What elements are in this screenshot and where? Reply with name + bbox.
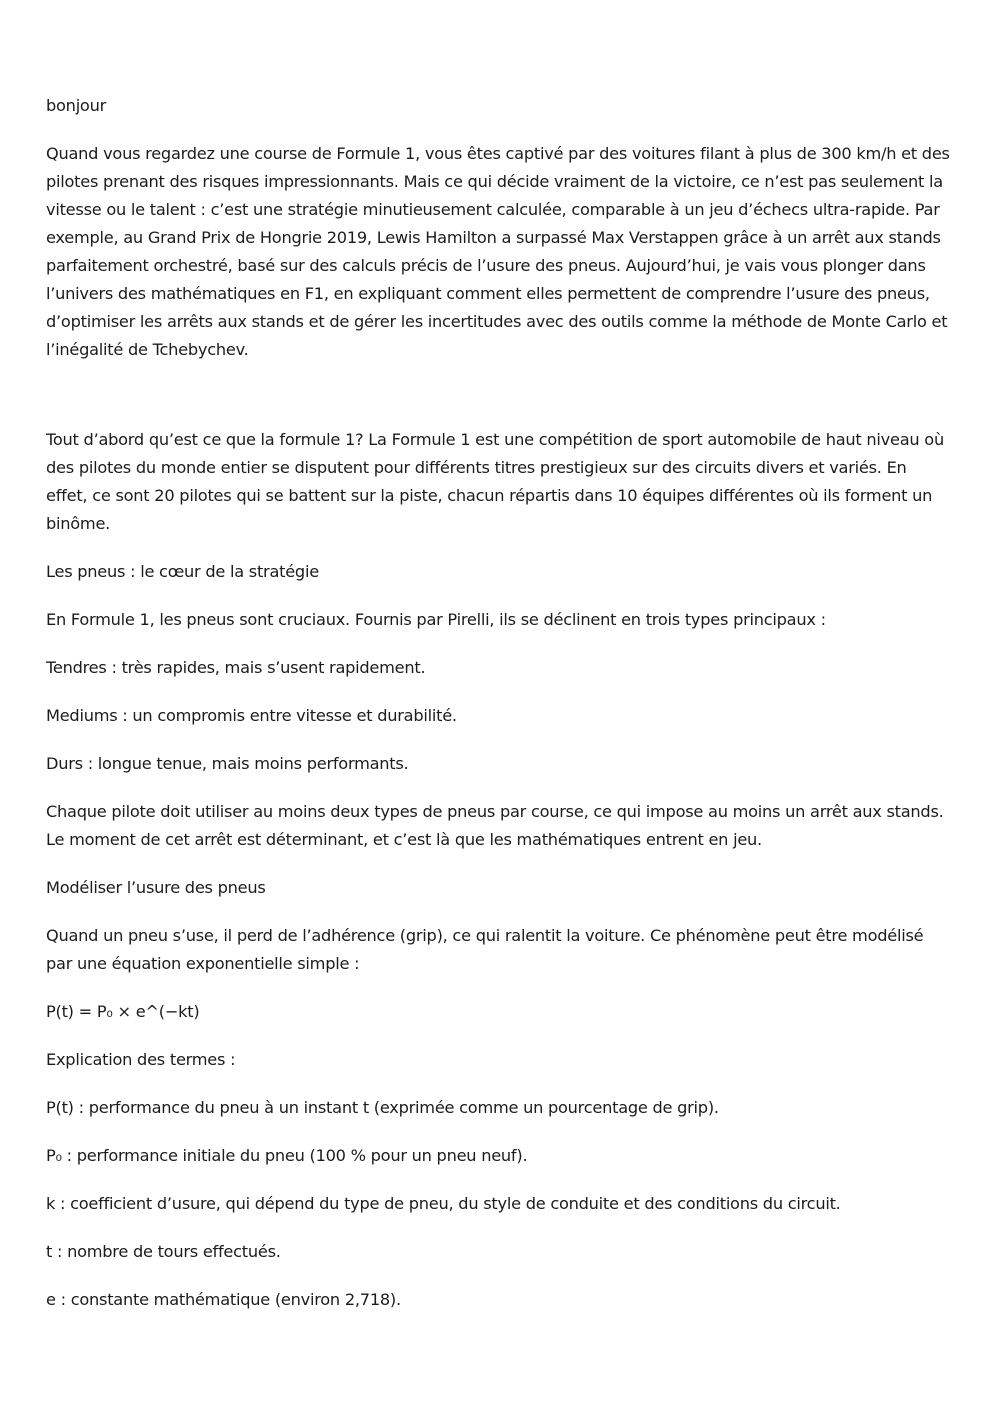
formula1-definition-paragraph: Tout d’abord qu’est ce que la formule 1? La Formule 1 est une compétition de sport automobile de haut niveau où des pilotes du monde entier se disputent pour différents titres prestigieux sur des circuits divers et variés. En effet, ce sont 20 pilotes qui se battent sur la piste, chacun répartis dans 10 équipes différentes où ils forment un binôme. <box>46 430 944 533</box>
document-body <box>46 92 951 1334</box>
tyres-intro-paragraph: En Formule 1, les pneus sont cruciaux. Fournis par Pirelli, ils se déclinent en trois types principaux : <box>46 610 826 629</box>
term-k: k : coefficient d’usure, qui dépend du type de pneu, du style de conduite et des conditions du circuit. <box>46 1194 841 1213</box>
section-heading-tyres: Les pneus : le cœur de la stratégie <box>46 562 319 581</box>
wear-model-paragraph: Quand un pneu s’use, il perd de l’adhérence (grip), ce qui ralentit la voiture. Ce phénomène peut être modélisé par une équation exponentielle simple : <box>46 926 924 973</box>
term-p0: P₀ : performance initiale du pneu (100 % pour un pneu neuf). <box>46 1146 528 1165</box>
tyre-type-medium: Mediums : un compromis entre vitesse et durabilité. <box>46 706 457 725</box>
terms-heading: Explication des termes : <box>46 1050 236 1069</box>
term-t: t : nombre de tours effectués. <box>46 1242 281 1261</box>
term-e: e : constante mathématique (environ 2,718). <box>46 1290 401 1309</box>
pit-stop-rule-paragraph: Chaque pilote doit utiliser au moins deux types de pneus par course, ce qui impose au moins un arrêt aux stands. Le moment de cet arrêt est déterminant, et c’est là que les mathématiques entrent en jeu. <box>46 802 944 849</box>
term-pt: P(t) : performance du pneu à un instant t (exprimée comme un pourcentage de grip). <box>46 1098 719 1117</box>
tyre-type-soft: Tendres : très rapides, mais s’usent rapidement. <box>46 658 426 677</box>
tyre-type-hard: Durs : longue tenue, mais moins performants. <box>46 754 409 773</box>
greeting: bonjour <box>46 96 107 115</box>
intro-paragraph: Quand vous regardez une course de Formule 1, vous êtes captivé par des voitures filant à plus de 300 km/h et des pilotes prenant des risques impressionnants. Mais ce qui décide vraiment de la victoire, ce n’est pas seulement la vitesse ou le talent : c’est une stratégie minutieusement calculée, comparable à un jeu d’échecs ultra-rapide. Par exemple, au Grand Prix de Hongrie 2019, Lewis Hamilton a surpassé Max Verstappen grâce à un arrêt aux stands parfaitement orchestré, basé sur des calculs précis de l’usure des pneus. Aujourd’hui, je vais vous plonger dans l’univers des mathématiques en F1, en expliquant comment elles permettent de comprendre l’usure des pneus, d’optimiser les arrêts aux stands et de gérer les incertitudes avec des outils comme la méthode de Monte Carlo et l’inégalité de Tchebychev. <box>46 144 950 359</box>
section-heading-wear-model: Modéliser l’usure des pneus <box>46 878 266 897</box>
wear-equation: P(t) = P₀ × e^(−kt) <box>46 1002 200 1021</box>
